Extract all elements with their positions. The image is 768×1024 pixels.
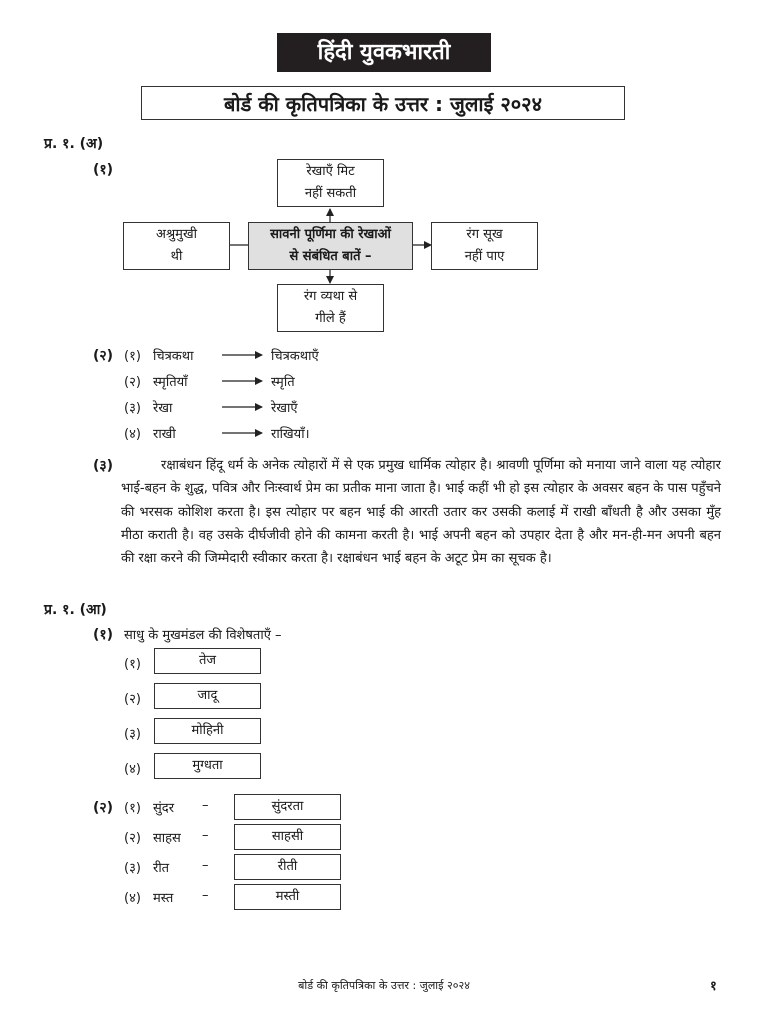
answer-paragraph: रक्षाबंधन हिंदू धर्म के अनेक त्योहारों में से एक प्रमुख धार्मिक त्योहार है। श्रावणी पूर्णिमा को मनाया जाने वाला यह त्योहार भाई-बहन के शुद्ध, पवित्र और निःस्वार्थ प्रेम का प्रतीक माना जाता है। भाई कहीं भी हो इस त्योहार के अवसर बहन के पास पहुँचने की भरसक कोशिश करता है। इस त्योहार पर बहन भाई की आरती उतार कर उसकी कलाई में राखी बाँधती है और उसका मुँह मीठा कराती है। वह उसके दीर्घजीवी होने की कामना करती है। भाई अपनी बहन को उपहार देता है और मन-ही-मन अपनी बहन की रक्षा करने की जिम्मेदारी स्वीकार करता है। रक्षाबंधन भाई बहन के अटूट प्रेम का सूचक है।	[121, 458, 721, 567]
web-right-box	[431, 222, 538, 270]
word: मस्त	[153, 891, 174, 906]
web-bottom-box	[277, 284, 384, 332]
answer-box: मुग्धता	[154, 753, 261, 779]
dash: –	[202, 828, 209, 843]
word-from: चित्रकथा	[153, 349, 194, 364]
question-number: (१)	[93, 627, 114, 643]
word-from: रेखा	[153, 401, 173, 416]
item-number: (२)	[124, 375, 141, 390]
book-title: हिंदी युवकभारती	[277, 33, 491, 72]
question-number: (१)	[93, 162, 114, 178]
word-to: चित्रकथाएँ	[271, 349, 319, 364]
web-center-box	[248, 222, 413, 270]
word-to: स्मृति	[271, 375, 295, 390]
item-number: (१)	[124, 349, 141, 364]
web-top-line2: नहीं सकती	[304, 186, 357, 201]
question-number: (२)	[93, 348, 114, 364]
web-right-line1: रंग सूख	[466, 227, 503, 242]
dash: –	[202, 798, 209, 813]
web-bottom-line2: गीले हैं	[315, 311, 346, 326]
dash: –	[202, 888, 209, 903]
web-left-box	[123, 222, 230, 270]
answer-box: मस्ती	[234, 884, 341, 910]
web-center-line1: सावनी पूर्णिमा की रेखाओं	[270, 227, 391, 242]
web-top-line1: रेखाएँ मिट	[306, 164, 355, 179]
item-number: (३)	[124, 727, 141, 742]
item-number: (२)	[124, 692, 141, 707]
answer-box: तेज	[154, 648, 261, 674]
question-number: (३)	[93, 458, 114, 474]
item-number: (३)	[124, 401, 141, 416]
page-subtitle: बोर्ड की कृतिपत्रिका के उत्तर : जुलाई २०२४	[141, 86, 625, 120]
web-center-line2: से संबंधित बातें –	[289, 249, 372, 264]
answer-box: सुंदरता	[234, 794, 341, 820]
section-label-1a: प्र. १. (अ)	[44, 136, 104, 152]
item-number: (४)	[124, 762, 141, 777]
item-number: (४)	[124, 891, 141, 906]
word: साहस	[153, 831, 181, 846]
answer-box: रीती	[234, 854, 341, 880]
web-right-line2: नहीं पाए	[464, 249, 505, 264]
dash: –	[202, 858, 209, 873]
word-from: राखी	[153, 427, 176, 442]
item-number: (३)	[124, 861, 141, 876]
answer-box: मोहिनी	[154, 718, 261, 744]
web-bottom-line1: रंग व्यथा से	[303, 289, 358, 304]
question-heading: साधु के मुखमंडल की विशेषताएँ –	[124, 628, 282, 643]
word: रीत	[153, 861, 170, 876]
web-left-line2: थी	[170, 249, 183, 264]
page-footer: बोर्ड की कृतिपत्रिका के उत्तर : जुलाई २०२४	[298, 979, 470, 992]
web-left-line1: अश्रुमुखी	[156, 227, 197, 242]
item-number: (२)	[124, 831, 141, 846]
answer-box: साहसी	[234, 824, 341, 850]
question-number: (२)	[93, 800, 114, 816]
word-from: स्मृतियाँ	[153, 375, 188, 390]
answer-box: जादू	[154, 683, 261, 709]
section-label-1aa: प्र. १. (आ)	[44, 602, 107, 618]
web-top-box	[277, 159, 384, 207]
word: सुंदर	[153, 801, 175, 816]
item-number: (४)	[124, 427, 141, 442]
word-to: राखियाँ।	[271, 427, 310, 442]
page-number: १	[710, 979, 717, 994]
item-number: (१)	[124, 801, 141, 816]
word-to: रेखाएँ	[271, 401, 298, 416]
item-number: (१)	[124, 657, 141, 672]
